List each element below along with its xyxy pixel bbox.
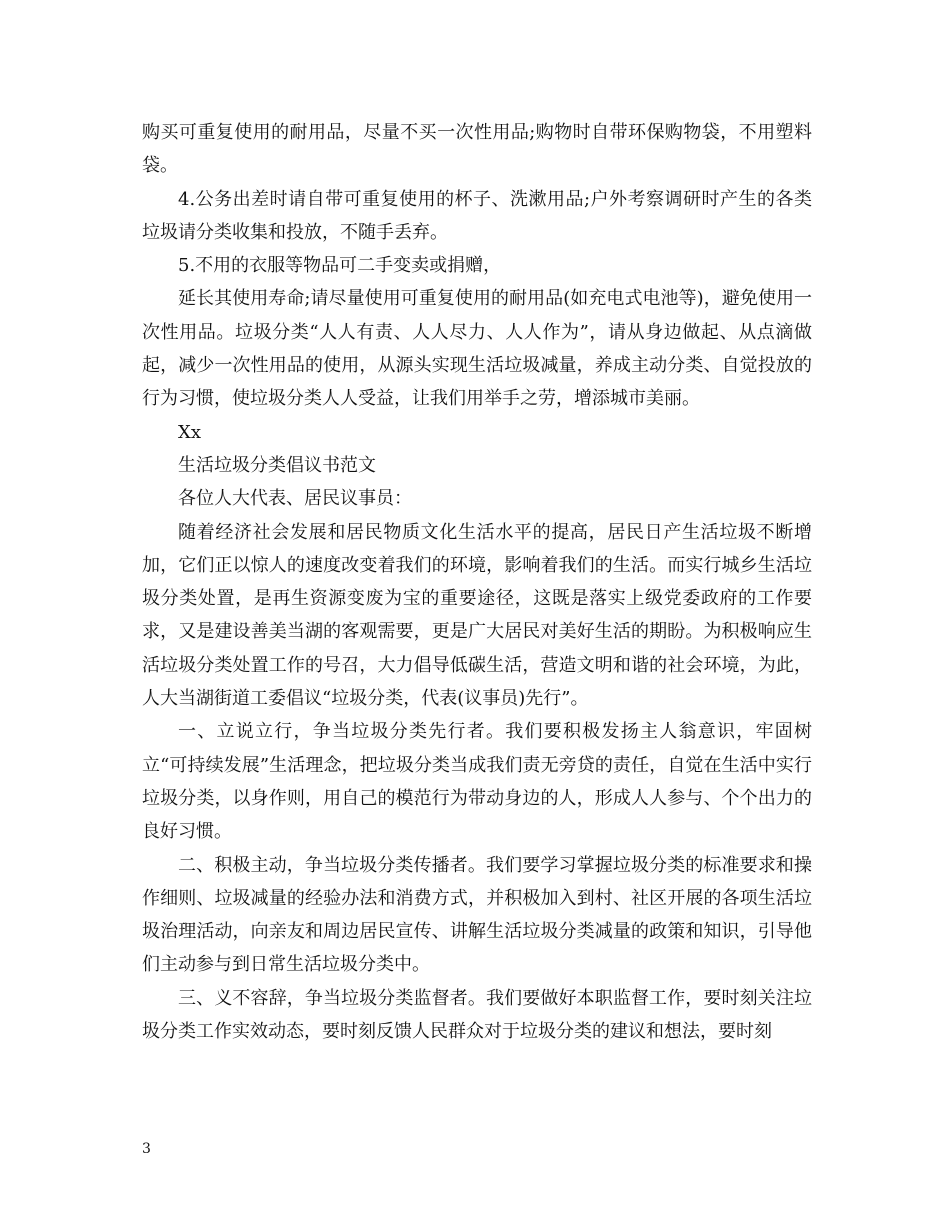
- paragraph-4: 延长其使用寿命;请尽量使用可重复使用的耐用品(如充电式电池等)，避免使用一次性用品。垃圾分类“人人有责、人人尽力、人人作为”，请从身边做起、从点滴做起，减少一次性用品的使用，从源头实现生活垃圾减量，养成主动分类、自觉投放的行为习惯，使垃圾分类人人受益，让我们用举手之劳，增添城市美丽。: [142, 288, 812, 410]
- paragraph-point-2: 二、积极主动，争当垃圾分类传播者。我们要学习掌握垃圾分类的标准要求和操作细则、垃圾减量的经验办法和消费方式，并积极加入到村、社区开展的各项生活垃圾治理活动，向亲友和周边居民宣传、讲解生活垃圾分类减量的政策和知识，引导他们主动参与到日常生活垃圾分类中。: [142, 854, 812, 976]
- paragraph-1: 购买可重复使用的耐用品，尽量不买一次性用品;购物时自带环保购物袋，不用塑料袋。: [142, 122, 812, 177]
- signature-line: Xx: [178, 421, 201, 443]
- paragraph-point-3: 三、义不容辞，争当垃圾分类监督者。我们要做好本职监督工作，要时刻关注垃圾分类工作实效动态，要时刻反馈人民群众对于垃圾分类的建议和想法，要时刻: [142, 987, 812, 1043]
- document-body: [142, 116, 812, 1048]
- salutation: 各位人大代表、居民议事员：: [178, 488, 412, 510]
- paragraph-3: 5.不用的衣服等物品可二手变卖或捐赠，: [178, 255, 502, 277]
- paragraph-2: 4.公务出差时请自带可重复使用的杯子、洗漱用品;户外考察调研时产生的各类垃圾请分类收集和投放，不随手丢弃。: [142, 188, 812, 243]
- page-number: 3: [142, 1141, 151, 1157]
- paragraph-intro: 随着经济社会发展和居民物质文化生活水平的提高，居民日产生活垃圾不断增加，它们正以惊人的速度改变着我们的环境，影响着我们的生活。而实行城乡生活垃圾分类处置，是再生资源变废为宝的重要途径，这既是落实上级党委政府的工作要求，又是建设善美当湖的客观需要，更是广大居民对美好生活的期盼。为积极响应生活垃圾分类处置工作的号召，大力倡导低碳生活，营造文明和谐的社会环境，为此，人大当湖街道工委倡议“垃圾分类，代表(议事员)先行”。: [142, 521, 812, 710]
- section-title: 生活垃圾分类倡议书范文: [178, 454, 376, 476]
- paragraph-point-1: 一、立说立行，争当垃圾分类先行者。我们要积极发扬主人翁意识，牢固树立“可持续发展”生活理念，把垃圾分类当成我们责无旁贷的责任，自觉在生活中实行垃圾分类，以身作则，用自己的模范行为带动身边的人，形成人人参与、个个出力的良好习惯。: [142, 721, 812, 843]
